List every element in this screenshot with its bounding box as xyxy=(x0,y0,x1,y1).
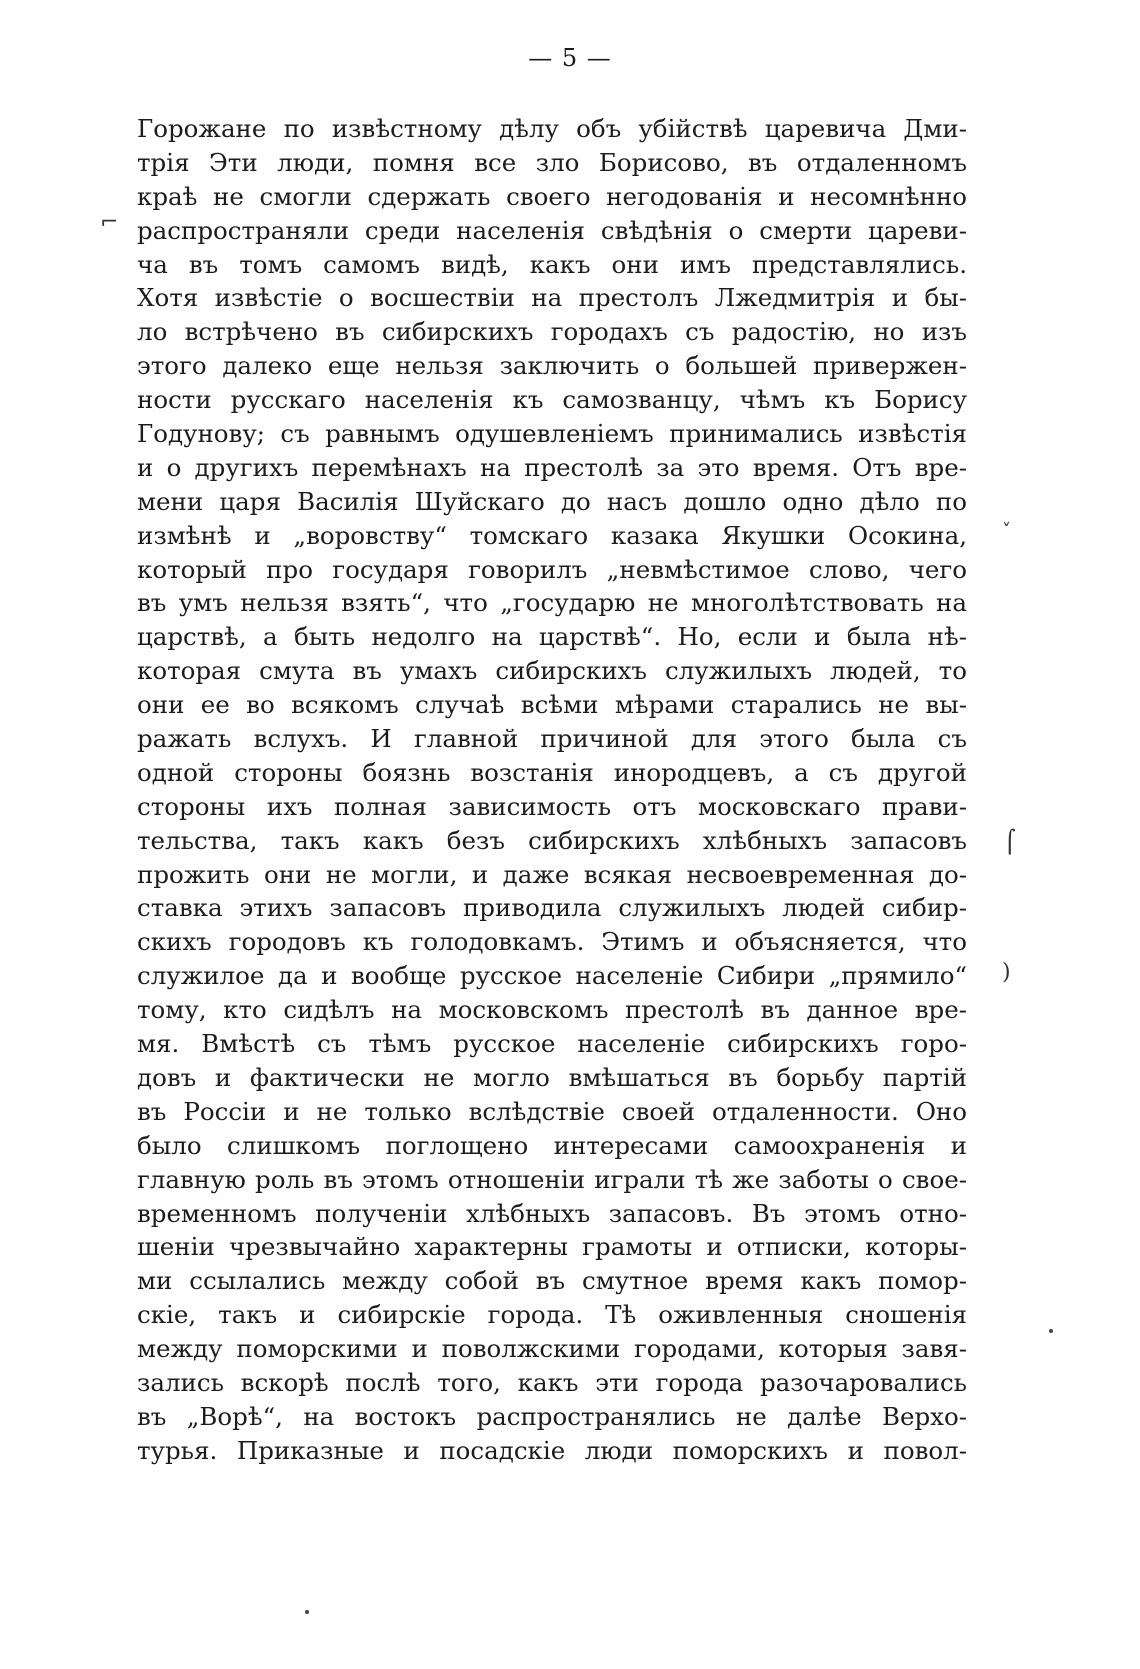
page-number: — 5 — xyxy=(528,44,612,72)
text-line: турья. Приказные и посадскіе люди поморскихъ и повол- xyxy=(137,1435,967,1465)
text-line: шеніи чрезвычайно характерны грамоты и отписки, которы- xyxy=(137,1232,967,1262)
text-line: тельства, такъ какъ безъ сибирскихъ хлѣбныхъ запасовъ xyxy=(137,825,967,855)
text-line: Годунову; съ равнымъ одушевленіемъ принимались извѣстія xyxy=(137,419,967,449)
text-line: ражать вслухъ. И главной причиной для этого была съ xyxy=(137,724,967,754)
text-line: которая смута въ умахъ сибирскихъ служилыхъ людей, то xyxy=(137,656,967,686)
text-line: въ умъ нельзя взять“, что „государю не многолѣтствовать на xyxy=(137,588,967,618)
text-line: царствѣ, а быть недолго на царствѣ“. Но, если и была нѣ- xyxy=(137,622,967,652)
text-line: стороны ихъ полная зависимость отъ московскаго прави- xyxy=(137,791,967,821)
ink-speck xyxy=(305,1610,309,1614)
text-line: ча въ томъ самомъ видѣ, какъ они имъ представлялись. xyxy=(137,249,967,279)
text-line: главную роль въ этомъ отношеніи играли тѣ же заботы о свое- xyxy=(137,1164,967,1194)
text-line: краѣ не смогли сдержать своего негодованія и несомнѣнно xyxy=(137,181,967,211)
text-line: ности русскаго населенія къ самозванцу, чѣмъ къ Борису xyxy=(137,385,967,415)
text-line: они ее во всякомъ случаѣ всѣми мѣрами старались не вы- xyxy=(137,690,967,720)
text-line: одной стороны боязнь возстанія инородцевъ, а съ другой xyxy=(137,757,967,787)
text-line: временномъ полученіи хлѣбныхъ запасовъ. Въ этомъ отно- xyxy=(137,1198,967,1228)
text-line: тому, кто сидѣлъ на московскомъ престолѣ въ данное вре- xyxy=(137,995,967,1025)
text-line: скіе, такъ и сибирскіе города. Тѣ оживленныя сношенія xyxy=(137,1300,967,1330)
ink-speck xyxy=(1049,1329,1053,1333)
text-line: ми ссылались между собой въ смутное время какъ помор- xyxy=(137,1266,967,1296)
text-line: скихъ городовъ къ голодовкамъ. Этимъ и объясняется, что xyxy=(137,927,967,957)
margin-annotation: ˅ xyxy=(1002,520,1011,541)
text-line: Хотя извѣстіе о восшествіи на престолъ Лжедмитрія и бы- xyxy=(137,283,967,313)
margin-annotation: ⌐ xyxy=(100,210,119,235)
text-line: ло встрѣчено въ сибирскихъ городахъ съ радостію, но изъ xyxy=(137,317,967,347)
text-line: ставка этихъ запасовъ приводила служилыхъ людей сибир- xyxy=(137,893,967,923)
margin-annotation: ) xyxy=(1002,960,1011,985)
text-line: въ „Ворѣ“, на востокъ распространялись не далѣе Верхо- xyxy=(137,1401,967,1431)
text-line: который про государя говорилъ „невмѣстимое слово, чего xyxy=(137,554,967,584)
text-line: этого далеко еще нельзя заключить о большей привержен- xyxy=(137,351,967,381)
text-line: мени царя Василія Шуйскаго до насъ дошло одно дѣло по xyxy=(137,486,967,516)
body-text xyxy=(137,112,967,1468)
text-line: мя. Вмѣстѣ съ тѣмъ русское населеніе сибирскихъ горо- xyxy=(137,1029,967,1059)
text-line: между поморскими и поволжскими городами, которыя завя- xyxy=(137,1334,967,1364)
text-line: зались вскорѣ послѣ того, какъ эти города разочаровались xyxy=(137,1367,967,1397)
text-line: прожить они не могли, и даже всякая несвоевременная до- xyxy=(137,859,967,889)
margin-annotation: ⌠ xyxy=(1004,830,1016,855)
text-line: въ Россіи и не только вслѣдствіе своей отдаленности. Оно xyxy=(137,1096,967,1126)
text-line: распространяли среди населенія свѣдѣнія о смерти цареви- xyxy=(137,215,967,245)
text-line: довъ и фактически не могло вмѣшаться въ борьбу партій xyxy=(137,1062,967,1092)
text-line: трія Эти люди, помня все зло Борисово, въ отдаленномъ xyxy=(137,147,967,177)
text-line: служилое да и вообще русское населеніе Сибири „прямило“ xyxy=(137,961,967,991)
text-line: Горожане по извѣстному дѣлу объ убійствѣ царевича Дми- xyxy=(137,114,967,143)
text-line: было слишкомъ поглощено интересами самоохраненія и xyxy=(137,1130,967,1160)
text-line: измѣнѣ и „воровству“ томскаго казака Якушки Осокина, xyxy=(137,520,967,550)
text-line: и о другихъ перемѣнахъ на престолѣ за это время. Отъ вре- xyxy=(137,452,967,482)
